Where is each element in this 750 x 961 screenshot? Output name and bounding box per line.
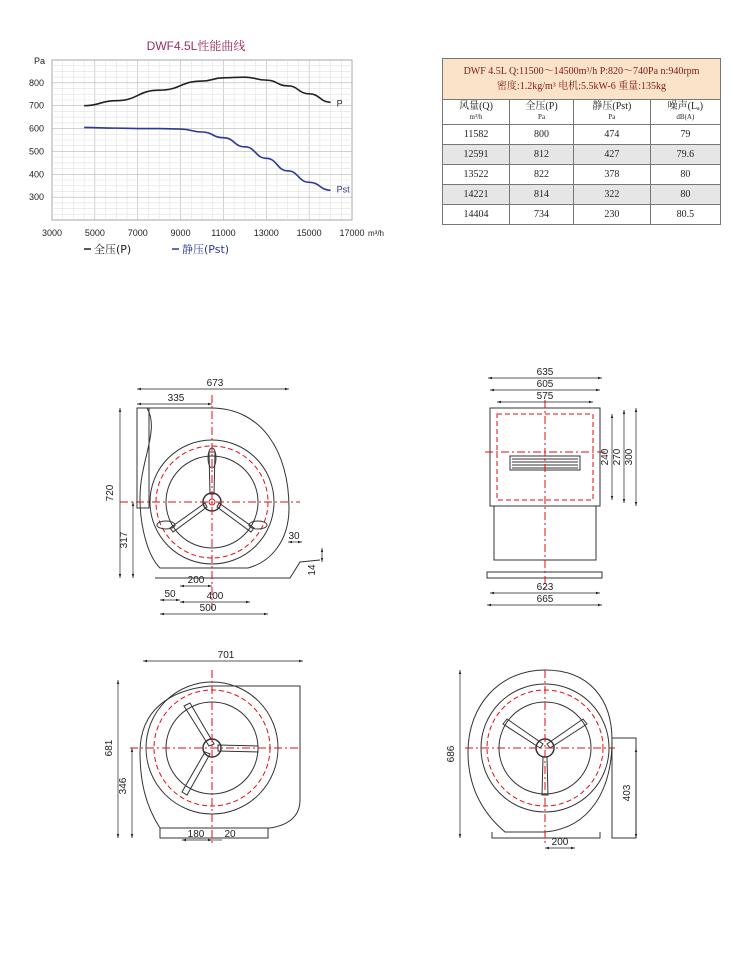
dim-30: 30 <box>288 531 300 542</box>
table-cell: 812 <box>510 145 574 165</box>
x-tick-label: 13000 <box>253 228 279 238</box>
y-unit-label: Pa <box>34 56 46 66</box>
x-tick-label: 7000 <box>127 228 148 238</box>
table-cell: 322 <box>574 185 651 205</box>
table-title-line2: 密度:1.2kg/m³ 电机:5.5kW-6 重量:135kg <box>496 81 667 92</box>
legend-label-total: 全压(P) <box>94 243 132 256</box>
dim-686: 686 <box>446 745 457 763</box>
bl-spoke-3 <box>182 752 210 795</box>
y-tick-label: 300 <box>28 192 44 203</box>
table-cell: 80.5 <box>650 205 720 225</box>
dim-605: 605 <box>536 379 554 390</box>
dim-50: 50 <box>164 589 176 600</box>
dim-701: 701 <box>217 650 235 661</box>
side-spoke-left <box>170 503 207 532</box>
series-label-p: P <box>336 98 343 109</box>
y-tick-label: 700 <box>28 100 44 111</box>
dim-403: 403 <box>622 784 633 802</box>
dim-635: 635 <box>536 367 554 378</box>
table-cell: 79.6 <box>650 145 720 165</box>
y-tick-label: 800 <box>28 77 44 88</box>
bottom-left-drawing <box>130 670 300 845</box>
dim-400: 400 <box>206 591 224 602</box>
side-view-drawing <box>120 395 320 610</box>
table-cell: 12591 <box>443 145 510 165</box>
y-tick-label: 400 <box>28 169 44 180</box>
table-cell: 822 <box>510 165 574 185</box>
table-cell: 427 <box>574 145 651 165</box>
dim-20: 20 <box>224 829 236 840</box>
dim-14: 14 <box>307 564 318 576</box>
table-cell: 814 <box>510 185 574 205</box>
table-cell: 230 <box>574 205 651 225</box>
x-tick-label: 17000 <box>339 228 365 238</box>
front-view-dimensions <box>487 367 636 605</box>
series-label-pst: Pst <box>336 184 350 195</box>
side-outlet-flange <box>137 408 149 508</box>
table-cell: 800 <box>510 125 574 145</box>
dim-500: 500 <box>199 603 217 614</box>
dim-673: 673 <box>206 378 224 389</box>
side-spoke-right <box>217 503 254 532</box>
column-header-total-pressure: 全压(P) Pa <box>510 100 574 125</box>
table-cell: 14221 <box>443 185 510 205</box>
dim-665: 665 <box>536 594 554 605</box>
column-header-flow: 风量(Q) m³/h <box>443 100 510 125</box>
br-scroll-housing <box>468 670 612 832</box>
dim-240: 240 <box>600 448 611 466</box>
br-base <box>492 832 600 838</box>
table-cell: 80 <box>650 165 720 185</box>
chart-title: DWF4.5L性能曲线 <box>146 39 246 53</box>
bl-scroll-housing <box>140 686 300 828</box>
x-tick-label: 15000 <box>296 228 322 238</box>
side-view-dimensions <box>105 378 322 614</box>
dim-346: 346 <box>118 777 129 795</box>
dim-317: 317 <box>119 531 130 549</box>
dim-575: 575 <box>536 391 554 402</box>
table-cell: 80 <box>650 185 720 205</box>
dim-300: 300 <box>624 448 635 466</box>
dim-200: 200 <box>187 575 205 586</box>
front-view-drawing <box>485 400 605 590</box>
bottom-right-dimensions <box>446 670 636 848</box>
x-unit-label: m³/h <box>368 229 384 238</box>
legend-label-static: 静压(Pst) <box>182 243 230 256</box>
side-base-frame <box>155 560 320 578</box>
y-tick-label: 600 <box>28 123 44 134</box>
x-tick-label: 5000 <box>84 228 105 238</box>
table-cell: 378 <box>574 165 651 185</box>
dim-200-br: 200 <box>551 837 569 848</box>
table-cell: 734 <box>510 205 574 225</box>
table-cell: 14404 <box>443 205 510 225</box>
x-tick-label: 11000 <box>211 228 236 238</box>
dim-335: 335 <box>167 393 185 404</box>
column-header-static-pressure: 静压(Pst) Pa <box>574 100 651 125</box>
column-header-noise: 噪声(Lₐ) dB(A) <box>650 100 720 125</box>
table-cell: 11582 <box>443 125 510 145</box>
dim-270: 270 <box>612 448 623 466</box>
dim-681: 681 <box>104 739 115 757</box>
table-cell: 474 <box>574 125 651 145</box>
dim-623: 623 <box>536 582 554 593</box>
dim-180: 180 <box>187 829 205 840</box>
table-cell: 79 <box>650 125 720 145</box>
x-tick-label: 3000 <box>41 228 63 238</box>
table-title-line1: DWF 4.5L Q:11500～14500m³/h P:820～740Pa n:940rpm <box>463 66 700 77</box>
table-cell: 13522 <box>443 165 510 185</box>
bottom-right-drawing <box>465 670 636 845</box>
x-tick-label: 9000 <box>170 228 191 238</box>
bl-base <box>160 828 268 838</box>
dim-720: 720 <box>105 484 116 502</box>
y-tick-label: 500 <box>28 146 44 157</box>
